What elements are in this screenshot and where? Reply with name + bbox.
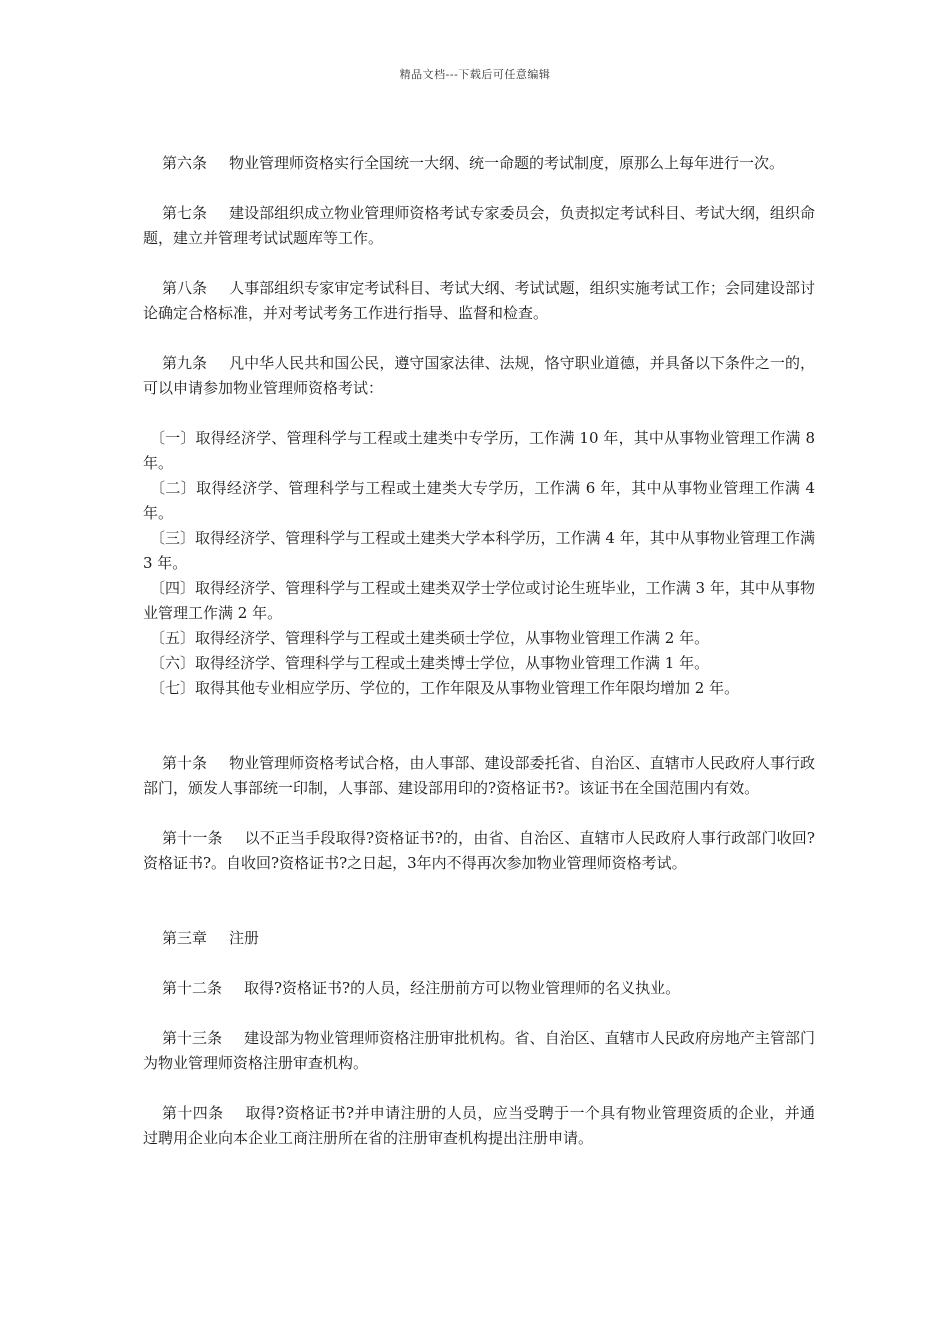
article-number: 第十二条 <box>162 979 223 997</box>
article-11 <box>143 826 815 876</box>
condition-item: 〔一〕取得经济学、管理科学与工程或土建类中专学历，工作满 10 年，其中从事物业管理工作满 8 年。 <box>143 429 815 472</box>
chapter-number: 第三章 <box>162 929 208 947</box>
article-text: 人事部组织专家审定考试科目、考试大纲、考试试题，组织实施考试工作；会同建设部讨论确定合格标准，并对考试考务工作进行指导、监督和检查。 <box>143 279 815 322</box>
condition-item: 〔七〕取得其他专业相应学历、学位的，工作年限及从事物业管理工作年限均增加 2 年。 <box>150 679 740 697</box>
article-text: 物业管理师资格实行全国统一大纲、统一命题的考试制度，原那么上每年进行一次。 <box>229 154 785 172</box>
conditions-list <box>143 426 815 701</box>
article-9 <box>143 351 815 401</box>
article-number: 第六条 <box>162 154 208 172</box>
article-6 <box>143 151 815 176</box>
article-number: 第七条 <box>162 204 208 222</box>
condition-item: 〔三〕取得经济学、管理科学与工程或土建类大学本科学历，工作满 4 年，其中从事物业管理工作满 3 年。 <box>143 529 815 572</box>
article-13 <box>143 1026 815 1076</box>
article-number: 第十条 <box>162 754 208 772</box>
article-text: 取得?资格证书?的人员，经注册前方可以物业管理师的名义执业。 <box>244 979 681 997</box>
condition-item: 〔五〕取得经济学、管理科学与工程或土建类硕士学位，从事物业管理工作满 2 年。 <box>150 629 710 647</box>
article-12 <box>143 976 815 1001</box>
condition-item: 〔四〕取得经济学、管理科学与工程或土建类双学士学位或讨论生班毕业，工作满 3 年，其中从事物业管理工作满 2 年。 <box>143 579 815 622</box>
article-number: 第十一条 <box>162 829 223 847</box>
article-text: 建设部组织成立物业管理师资格考试专家委员会，负责拟定考试科目、考试大纲，组织命题，建立并管理考试试题库等工作。 <box>143 204 815 247</box>
article-number: 第八条 <box>162 279 208 297</box>
article-text: 物业管理师资格考试合格，由人事部、建设部委托省、自治区、直辖市人民政府人事行政部门，颁发人事部统一印制，人事部、建设部用印的?资格证书?。该证书在全国范围内有效。 <box>143 754 815 797</box>
condition-item: 〔二〕取得经济学、管理科学与工程或土建类大专学历，工作满 6 年，其中从事物业管理工作满 4 年。 <box>143 479 815 522</box>
article-text: 凡中华人民共和国公民，遵守国家法律、法规，恪守职业道德，并具备以下条件之一的，可以申请参加物业管理师资格考试： <box>143 354 815 397</box>
condition-item: 〔六〕取得经济学、管理科学与工程或土建类博士学位，从事物业管理工作满 1 年。 <box>150 654 710 672</box>
article-7 <box>143 201 815 251</box>
article-text: 建设部为物业管理师资格注册审批机构。省、自治区、直辖市人民政府房地产主管部门为物业管理师资格注册审查机构。 <box>143 1029 815 1072</box>
page-header: 精品文档---下载后可任意编辑 <box>399 68 551 81</box>
article-number: 第十三条 <box>162 1029 223 1047</box>
document-body <box>143 151 815 1151</box>
article-number: 第十四条 <box>162 1104 224 1122</box>
article-14 <box>143 1101 815 1151</box>
article-10 <box>143 751 815 801</box>
chapter-heading <box>143 926 815 951</box>
article-text: 以不正当手段取得?资格证书?的，由省、自治区、直辖市人民政府人事行政部门收回?资格证书?。自收回?资格证书?之日起，3年内不得再次参加物业管理师资格考试。 <box>143 829 815 872</box>
article-number: 第九条 <box>162 354 208 372</box>
chapter-title: 注册 <box>229 929 260 947</box>
article-8 <box>143 276 815 326</box>
article-text: 取得?资格证书?并申请注册的人员，应当受聘于一个具有物业管理资质的企业，并通过聘用企业向本企业工商注册所在省的注册审查机构提出注册申请。 <box>143 1104 815 1147</box>
